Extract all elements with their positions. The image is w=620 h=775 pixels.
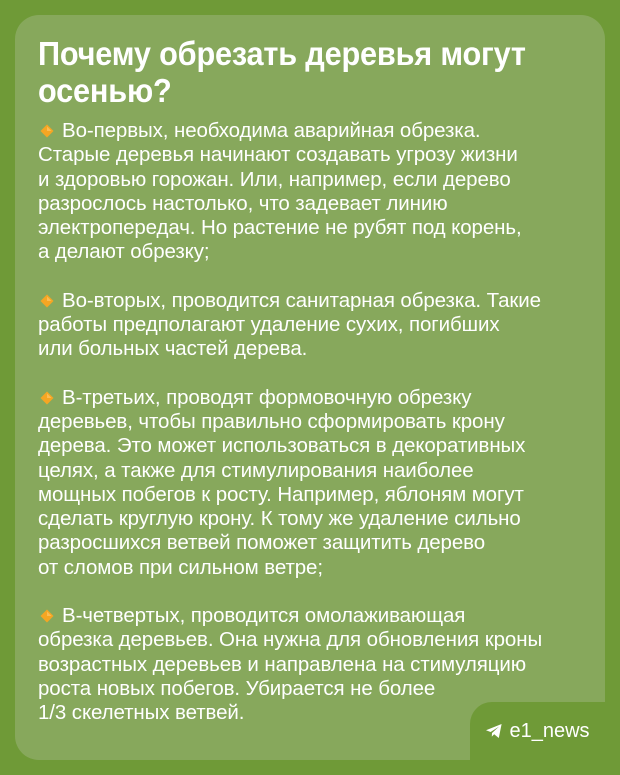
paragraph-line [38,677,581,701]
paragraph-text: Старые деревья начинают создавать угрозу жизни [38,143,518,167]
paragraph-line [38,216,581,240]
paragraph-text: 1/3 скелетных ветвей. [38,701,245,725]
paragraph-text: разросшихся ветвей поможет защитить дерево [38,531,486,555]
paragraph-text: В-четвертых, проводится омолаживающая [62,604,466,628]
paragraph-line [38,531,581,555]
paragraph-text: а делают обрезку; [38,240,210,264]
source-tag-label: e1_news [509,719,590,742]
paragraph-line [38,653,581,677]
paragraph-line [38,459,581,483]
paragraph-line [38,313,581,337]
orange-diamond-icon [40,609,54,623]
paragraph-text: разрослось настолько, что задевает линию [38,191,448,215]
paragraph-text: Во-вторых, проводится санитарная обрезка. Такие [62,288,541,312]
paragraph-text: возрастных деревьев и направлена на стимуляцию [38,652,527,676]
paragraph-line [38,143,581,167]
orange-diamond-icon [40,391,54,405]
paragraph-text: электропередач. Но растение не рубят под корень, [38,216,522,240]
title-line-1: Почему обрезать деревья могут [38,35,526,72]
paragraph-2 [38,289,581,362]
paragraph-line [38,410,581,434]
paragraph-line [38,483,581,507]
paragraph-line [38,628,581,652]
paragraph-text: обрезка деревьев. Она нужна для обновления кроны [38,628,543,652]
paragraph-3 [38,386,581,580]
paragraph-text: или больных частей дерева. [38,337,308,361]
title-line-2: осенью? [38,72,172,109]
paragraph-text: мощных побегов к росту. Например, яблоням могут [38,482,524,506]
source-tag[interactable] [470,702,605,760]
paragraph-text: В-третьих, проводят формовочную обрезку [62,385,472,409]
paragraph-line [38,604,581,628]
orange-diamond-icon [40,124,54,138]
paragraph-text: работы предполагают удаление сухих, погибших [38,313,500,337]
paragraph-text: и здоровью горожан. Или, например, если дерево [38,167,511,191]
paragraph-text: сделать круглую крону. К тому же удаление сильно [38,507,521,531]
paragraph-line [38,507,581,531]
paragraph-line [38,289,581,313]
paragraph-line [38,386,581,410]
paragraph-line [38,434,581,458]
paragraph-text: Во-первых, необходима аварийная обрезка. [62,119,481,142]
paragraph-text: целях, а также для стимулирования наиболее [38,458,474,482]
info-card [15,15,605,760]
orange-diamond-icon [40,294,54,308]
telegram-icon [485,723,503,739]
paragraph-line [38,556,581,580]
paragraph-line [38,192,581,216]
paragraph-line [38,119,581,143]
paragraph-text: от сломов при сильном ветре; [38,555,323,579]
paragraph-text: дерева. Это может использоваться в декоративных [38,434,526,458]
paragraph-1 [38,119,581,265]
paragraph-line [38,337,581,361]
card-title [38,35,559,109]
paragraph-line [38,168,581,192]
paragraph-list [38,119,581,726]
paragraph-text: деревьев, чтобы правильно сформировать крону [38,409,505,433]
paragraph-text: роста новых побегов. Убирается не более [38,676,436,700]
paragraph-line [38,240,581,264]
